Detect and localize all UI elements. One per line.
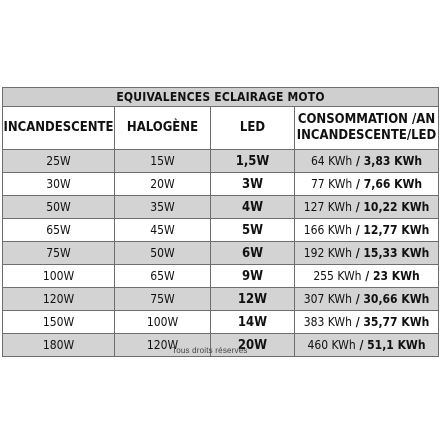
cell-halogene: 120W	[115, 334, 211, 357]
header-led: LED	[211, 107, 295, 150]
cell-halogene: 50W	[115, 242, 211, 265]
cell-led: 3W	[211, 173, 295, 196]
kwh-separator: /	[351, 315, 364, 329]
cell-consommation	[295, 242, 439, 265]
cell-incandescente: 180W	[3, 334, 115, 357]
cell-consommation	[295, 219, 439, 242]
cell-led: 20W	[211, 334, 295, 357]
equivalence-table-container	[2, 87, 438, 357]
header-consommation-line2: INCANDESCENTE/LED	[296, 128, 437, 143]
cell-consommation	[295, 265, 439, 288]
cell-consommation	[295, 173, 439, 196]
table-title: EQUIVALENCES ECLAIRAGE MOTO	[3, 88, 439, 107]
kwh-led: 15,33 KWh	[363, 246, 430, 260]
watermark-text: Tous droits réservés	[172, 346, 248, 355]
table-row	[3, 173, 439, 196]
cell-consommation	[295, 150, 439, 173]
kwh-led: 3,83 KWh	[363, 154, 423, 168]
cell-consommation	[295, 196, 439, 219]
cell-led: 1,5W	[211, 150, 295, 173]
table-row	[3, 196, 439, 219]
kwh-incandescente: 383 KWh	[303, 315, 352, 329]
cell-incandescente: 150W	[3, 311, 115, 334]
kwh-separator: /	[351, 200, 364, 214]
table-row	[3, 219, 439, 242]
kwh-incandescente: 127 KWh	[303, 200, 352, 214]
cell-halogene: 20W	[115, 173, 211, 196]
header-consommation	[295, 107, 439, 150]
cell-halogene: 75W	[115, 288, 211, 311]
cell-led: 6W	[211, 242, 295, 265]
kwh-led: 30,66 KWh	[363, 292, 430, 306]
cell-led: 12W	[211, 288, 295, 311]
cell-incandescente: 30W	[3, 173, 115, 196]
cell-led: 5W	[211, 219, 295, 242]
cell-halogene: 100W	[115, 311, 211, 334]
table-title-row	[3, 88, 439, 107]
cell-incandescente: 25W	[3, 150, 115, 173]
kwh-separator: /	[351, 292, 364, 306]
kwh-separator: /	[361, 269, 373, 283]
cell-consommation	[295, 288, 439, 311]
cell-led: 9W	[211, 265, 295, 288]
cell-halogene: 15W	[115, 150, 211, 173]
table-row	[3, 150, 439, 173]
kwh-separator: /	[352, 154, 364, 168]
table-header-row	[3, 107, 439, 150]
kwh-incandescente: 307 KWh	[303, 292, 352, 306]
kwh-led: 10,22 KWh	[363, 200, 430, 214]
cell-consommation	[295, 311, 439, 334]
kwh-separator: /	[351, 223, 364, 237]
table-row	[3, 242, 439, 265]
cell-consommation	[295, 334, 439, 357]
kwh-incandescente: 64 KWh	[310, 154, 353, 168]
kwh-separator: /	[355, 338, 368, 352]
header-consommation-line1: CONSOMMATION /AN	[297, 112, 436, 127]
kwh-separator: /	[352, 177, 364, 191]
equivalence-table	[2, 87, 439, 357]
cell-halogene: 65W	[115, 265, 211, 288]
kwh-led: 35,77 KWh	[363, 315, 430, 329]
cell-led: 14W	[211, 311, 295, 334]
kwh-led: 7,66 KWh	[363, 177, 423, 191]
kwh-separator: /	[351, 246, 364, 260]
cell-incandescente: 75W	[3, 242, 115, 265]
table-row	[3, 265, 439, 288]
cell-incandescente: 100W	[3, 265, 115, 288]
kwh-incandescente: 77 KWh	[310, 177, 353, 191]
kwh-incandescente: 255 KWh	[313, 269, 362, 283]
kwh-incandescente: 166 KWh	[303, 223, 352, 237]
cell-incandescente: 50W	[3, 196, 115, 219]
kwh-led: 51,1 KWh	[367, 338, 426, 352]
table-row	[3, 288, 439, 311]
cell-halogene: 35W	[115, 196, 211, 219]
cell-incandescente: 120W	[3, 288, 115, 311]
table-row	[3, 311, 439, 334]
kwh-led: 23 KWh	[372, 269, 420, 283]
header-incandescente: INCANDESCENTE	[3, 107, 115, 150]
kwh-incandescente: 460 KWh	[307, 338, 356, 352]
cell-led: 4W	[211, 196, 295, 219]
kwh-incandescente: 192 KWh	[303, 246, 352, 260]
cell-halogene: 45W	[115, 219, 211, 242]
header-halogene: HALOGÈNE	[115, 107, 211, 150]
cell-incandescente: 65W	[3, 219, 115, 242]
kwh-led: 12,77 KWh	[363, 223, 430, 237]
